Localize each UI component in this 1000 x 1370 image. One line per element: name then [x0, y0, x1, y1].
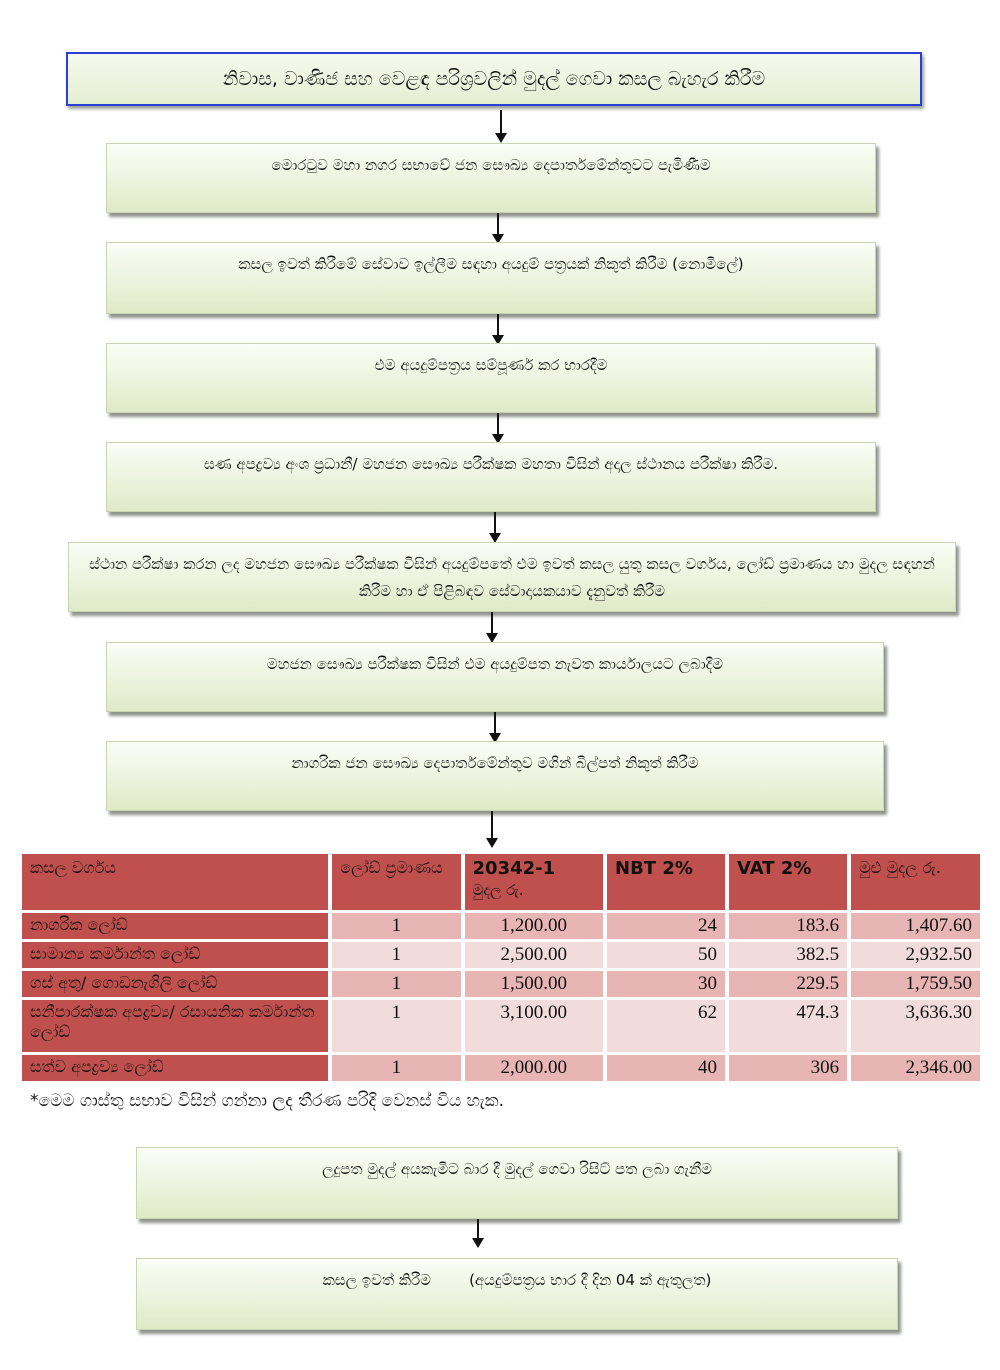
row-loads: 1 — [332, 1055, 460, 1081]
row-total: 3,636.30 — [851, 1000, 980, 1052]
header-category: කසල වර්ගය — [22, 854, 328, 910]
header-amount-code: 20342-1 — [472, 858, 556, 879]
step-9: කසල ඉවත් කිරීම (අයදුම්පත්‍රය භාර දී දින 04 ක් ඇතුලත) — [136, 1258, 898, 1330]
row-category: සනීපාරක්ෂක අපද්‍රව්‍ය/ රසායනික කර්මාන්ත ලෝඩ් — [22, 1000, 328, 1052]
arrow-5 — [494, 512, 496, 534]
fee-note: *මෙම ගාස්තු සභාව විසින් ගන්නා ලද තීරණ පරිදි වෙනස් විය හැක. — [30, 1091, 504, 1111]
row-vat: 306 — [729, 1055, 847, 1081]
arrow-8 — [491, 811, 493, 839]
row-total: 2,346.00 — [851, 1055, 980, 1081]
step-1: මොරටුව මහා නගර සභාවේ ජන සෞඛ්‍ය දෙපාර්තමේන්තුවට පැමිණීම — [106, 143, 876, 213]
header-amount — [465, 854, 603, 910]
row-loads: 1 — [332, 913, 460, 939]
row-nbt: 62 — [607, 1000, 725, 1052]
row-amount: 3,100.00 — [465, 1000, 603, 1052]
row-total: 1,759.50 — [851, 971, 980, 997]
table-row — [22, 1000, 980, 1052]
row-category: නාගරික ලෝඩ් — [22, 913, 328, 939]
header-nbt: NBT 2% — [607, 854, 725, 910]
arrow-1 — [500, 110, 502, 134]
fee-table — [18, 851, 984, 1084]
step-4: ඝණ අපද්‍රව්‍ය අංශ ප්‍රධානී/ මහජන සෞඛ්‍ය පරීක්ෂක මහතා විසින් අදාල ස්ථානය පරීක්ෂා කිරීම. — [106, 442, 876, 512]
row-total: 1,407.60 — [851, 913, 980, 939]
row-vat: 229.5 — [729, 971, 847, 997]
row-vat: 382.5 — [729, 942, 847, 968]
arrow-4 — [497, 413, 499, 435]
arrow-7 — [494, 712, 496, 734]
row-nbt: 40 — [607, 1055, 725, 1081]
header-amount-sub: මුදල රු. — [472, 881, 524, 899]
row-vat: 474.3 — [729, 1000, 847, 1052]
header-loads: ලෝඩ් ප්‍රමාණය — [332, 854, 460, 910]
row-total: 2,932.50 — [851, 942, 980, 968]
step-3: එම අයදුම්පත්‍රය සම්පූර්ණ කර භාරදීම — [106, 343, 876, 413]
header-vat: VAT 2% — [729, 854, 847, 910]
row-category: සාමාන්‍ය කර්මාන්ත ලෝඩ් — [22, 942, 328, 968]
row-amount: 2,000.00 — [465, 1055, 603, 1081]
step-2: කසල ඉවත් කිරීමේ සේවාව ඉල්ලීම සඳහා අයදුම් පත්‍රයක් නිකුත් කිරීම (නොමිලේ) — [106, 242, 876, 314]
row-amount: 1,500.00 — [465, 971, 603, 997]
arrow-3 — [497, 314, 499, 336]
table-row — [22, 913, 980, 939]
row-loads: 1 — [332, 971, 460, 997]
row-vat: 183.6 — [729, 913, 847, 939]
header-total: මුළු මුදල රු. — [851, 854, 980, 910]
flowchart-title: නිවාස, වාණිජ සහ වෙළඳ පරිශ්‍රවලින් මුදල් ගෙවා කසල බැහැර කිරීම — [66, 52, 922, 106]
row-nbt: 24 — [607, 913, 725, 939]
row-nbt: 50 — [607, 942, 725, 968]
arrow-2 — [497, 213, 499, 235]
table-row — [22, 942, 980, 968]
step-5: ස්ථාන පරීක්ෂා කරන ලද මහජන සෞඛ්‍ය පරීක්ෂක විසින් අයදුම්පතේ එම ඉවත් කසල යුතු කසල වර්ගය, ලෝඩ් ප්‍රමාණය හා මුදල සඳහන් කිරීම හා ඒ පිළිබඳව සේවාදායකයාව දැනුවත් කිරීම — [68, 542, 956, 612]
fee-table-header — [22, 854, 980, 910]
row-nbt: 30 — [607, 971, 725, 997]
arrow-6 — [491, 612, 493, 634]
table-row — [22, 971, 980, 997]
row-category: ගස් අතු/ ගොඩනැගිලි ලෝඩ් — [22, 971, 328, 997]
step-6: මහජන සෞඛ්‍ය පරීක්ෂක විසින් එම අයදුම්පත නැවත කාර්යාලයට ලබාදීම — [106, 642, 884, 712]
step-7: නාගරික ජන සෞඛ්‍ය දෙපාර්තමේන්තුව මගින් බිල්පත් නිකුත් කිරීම — [106, 741, 884, 811]
step-8: ලදුපත මුදල් අයකැමිට බාර දී මුදල් ගෙවා රිසිට් පත ලබා ගැනීම — [136, 1147, 898, 1219]
table-row — [22, 1055, 980, 1081]
row-amount: 2,500.00 — [465, 942, 603, 968]
row-loads: 1 — [332, 942, 460, 968]
row-amount: 1,200.00 — [465, 913, 603, 939]
arrow-9 — [477, 1219, 479, 1239]
row-category: සත්ව අපද්‍රව්‍ය ලෝඩ් — [22, 1055, 328, 1081]
row-loads: 1 — [332, 1000, 460, 1052]
